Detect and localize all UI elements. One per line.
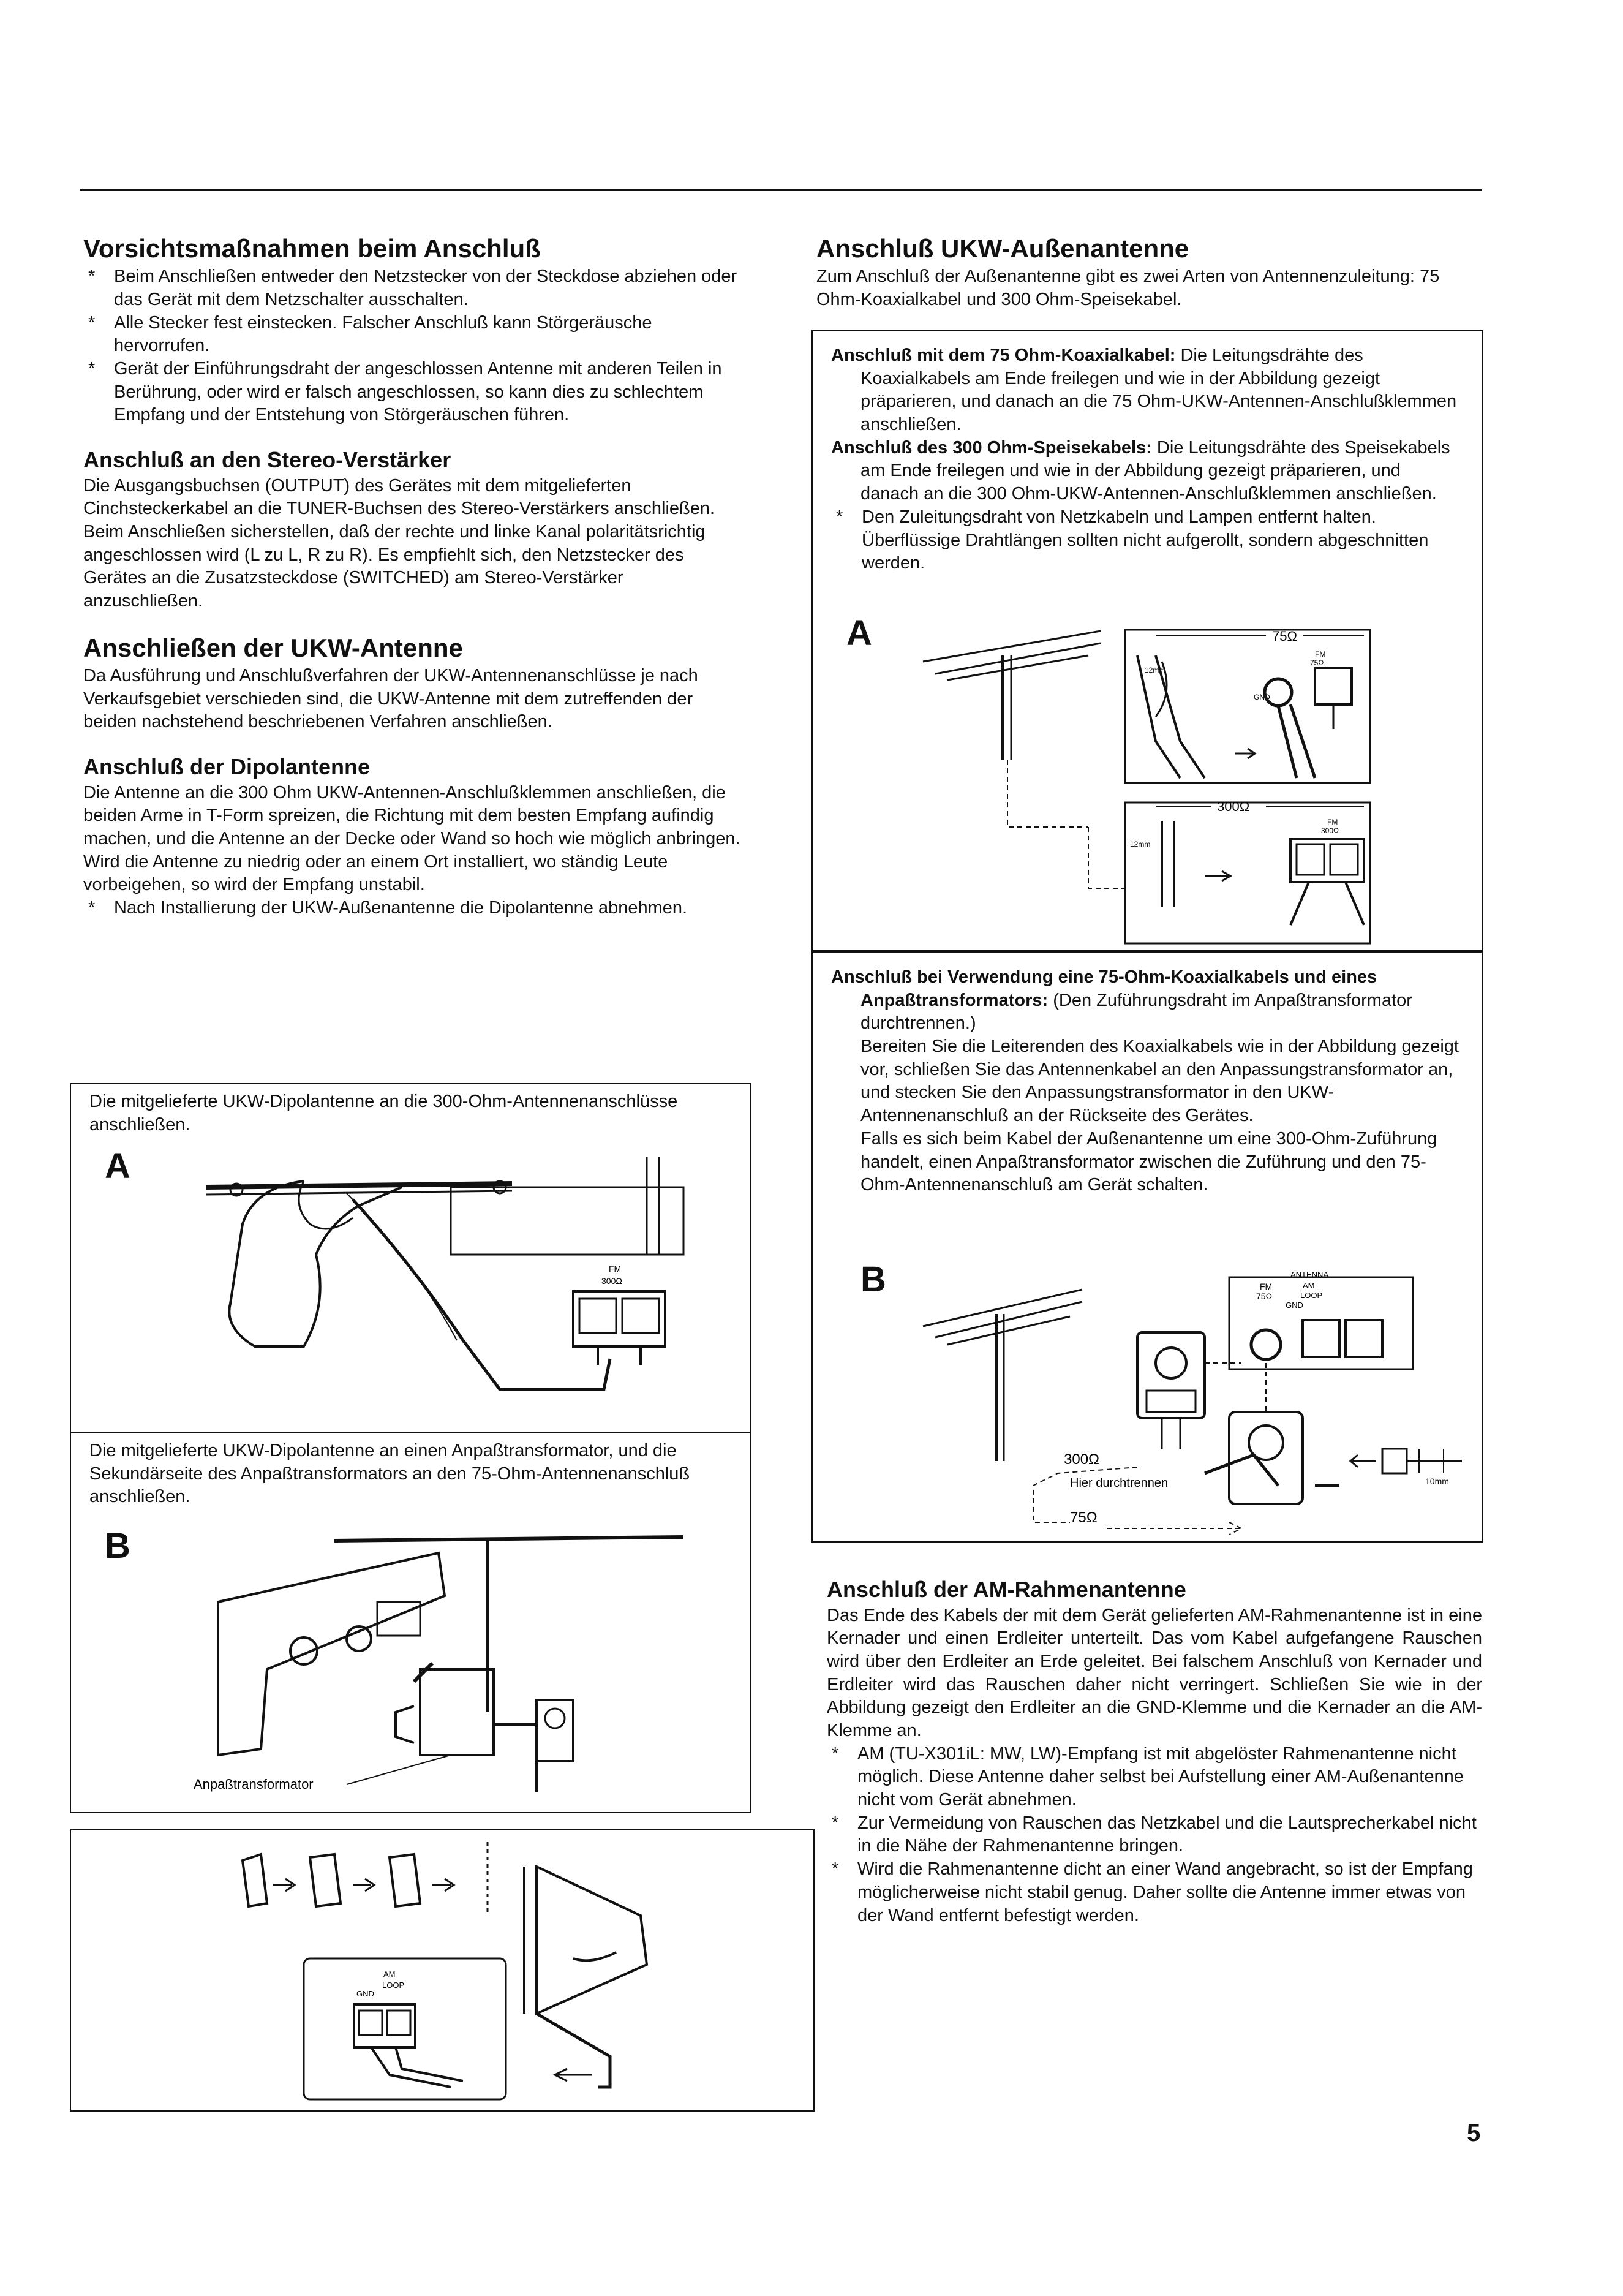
fm-label: FM	[1327, 818, 1338, 826]
box-dipole-a	[70, 1083, 751, 1433]
list-item: * Nach Installierung der UKW-Außenantenne die Dipolantenne abnehmen.	[83, 897, 745, 920]
fm300-label: 300Ω	[1321, 826, 1339, 835]
coax-heading: Anschluß mit dem 75 Ohm-Koaxialkabel:	[831, 346, 1176, 365]
loop-label: LOOP	[382, 1981, 405, 1990]
heading-outdoor-antenna: Anschluß UKW-Außenantenne	[816, 234, 1189, 263]
coax-text: Die Leitungsdrähte des Koaxialkabels am Ende freilegen und wie in der Abbildung gezeigt präparieren, und danach an die 75 Ohm-UKW-Antennen-Anschlußklemmen anschließen.	[860, 346, 1457, 435]
mm12b-label: 12mm	[1130, 840, 1151, 848]
ohm75-label: 75Ω	[1272, 629, 1297, 644]
gnd-label: GND	[356, 1989, 374, 1998]
list-item: * Gerät der Einführungsdraht der angeschlossen Antenne mit anderen Teilen in Berührung, oder wird er falsch angeschlossen, so kann dies zu schlechtem Empfang und der Entstehung von Störgeräuschen führen.	[83, 358, 745, 427]
section-dipole	[83, 755, 745, 920]
transformer-figure	[71, 1528, 750, 1810]
fm75-label: 75Ω	[1310, 659, 1324, 667]
paragraph: Die Antenne an die 300 Ohm UKW-Antennen-Anschlußklemmen anschließen, die beiden Arme in T-Form spreizen, die Richtung mit dem besten Empfang aufindig machen, und die Antenne an der Decke oder Wand so hoch wie möglich anbringen. Wird die Antenne zu niedrig oder an einem Ort installiert, wo ständig Leute vorbeigehen, so wird der Empfang unstabil.	[83, 782, 740, 895]
gnd-label: GND	[1254, 693, 1270, 701]
precautions-list	[83, 265, 745, 427]
box-outdoor-a	[812, 330, 1483, 951]
section-stereo-amplifier	[83, 448, 745, 613]
box-b-text: Die mitgelieferte UKW-Dipolantenne an einen Anpaßtransformator, und die Sekundärseite des Anpaßtransformators an den 75-Ohm-Antennenanschluß anschließen.	[89, 1441, 690, 1507]
paragraph: Beim Anschließen sicherstellen, daß der rechte und linke Kanal polaritätsrichtig angeschlossen wird (L zu L, R zu R). Es empfiehlt sich, den Netzstecker des Gerätes an die Zusatzsteckdose (SWITCHED) am Stereo-Verstärker anzuschließen.	[83, 521, 706, 611]
paragraph: Bereiten Sie die Leiterenden des Koaxialkabels wie in der Abbildung gezeigt vor, schließen Sie das Antennenkabel an den Anpassungstransformator an, und stecken Sie den Anpassungstransformator in den UKW-Antennenanschluß an der Rückseite des Gerätes.	[860, 1037, 1459, 1126]
am-loop-figure	[71, 1830, 813, 2110]
list-item: * Zur Vermeidung von Rauschen das Netzkabel und die Lautsprecherkabel nicht in die Nähe der Rahmenantenne bringen.	[827, 1812, 1482, 1858]
ohm75b-label: 75Ω	[1070, 1509, 1098, 1526]
page-number: 5	[1467, 2120, 1481, 2147]
dipole-figure	[71, 1144, 750, 1432]
figure-letter: B	[105, 1526, 130, 1566]
feeder-instructions	[831, 437, 1463, 506]
antenna-label: ANTENNA	[1290, 1270, 1329, 1279]
paragraph: Die Ausgangsbuchsen (OUTPUT) des Gerätes mit dem mitgelieferten Cinchsteckerkabel an die TUNER-Buchsen des Stereo-Verstärkers anschließen.	[83, 475, 715, 519]
transformer-note: (Den Zuführungsdraht im Anpaßtransformator durchtrennen.)	[860, 990, 1412, 1033]
box-a-text: Die mitgelieferte UKW-Dipolantenne an die 300-Ohm-Antennenanschlüsse anschließen.	[89, 1092, 678, 1135]
paragraph: Da Ausführung und Anschlußverfahren der UKW-Antennenanschlüsse je nach Verkaufsgebiet verschieden sind, die UKW-Antenne mit dem zutreffenden der beiden nachstehend beschriebenen Verfahren anschließen.	[83, 665, 698, 732]
list-item: * Den Zuleitungsdraht von Netzkabeln und Lampen entfernt halten. Überflüssige Drahtlängen sollten nicht aufgerollt, sondern abgeschnitten werden.	[831, 506, 1463, 575]
box-am-loop	[70, 1829, 815, 2112]
list-item: * Beim Anschließen entweder den Netzstecker von der Steckdose abziehen oder das Gerät mit dem Netzschalter ausschalten.	[83, 265, 745, 311]
box-dipole-b	[70, 1432, 751, 1813]
transformer-heading: Anschluß bei Verwendung eine 75-Ohm-Koaxialkabels und eines Anpaßtransformators:	[831, 967, 1377, 1010]
cut-label: Hier durchtrennen	[1070, 1476, 1169, 1490]
heading-fm-antenna: Anschließen der UKW-Antenne	[83, 633, 463, 662]
dipole-list	[83, 897, 745, 920]
heading-dipole: Anschluß der Dipolantenne	[83, 753, 371, 779]
am-list	[827, 1743, 1482, 1928]
ohm-label: 300Ω	[601, 1276, 622, 1286]
ohm75-label: 75Ω	[1256, 1291, 1273, 1301]
top-rule	[80, 189, 1482, 191]
outdoor-antenna-figure	[813, 619, 1482, 950]
mm10-label: 10mm	[1425, 1476, 1449, 1486]
gnd-label: GND	[1286, 1301, 1303, 1310]
list-item: * Wird die Rahmenantenne dicht an einer Wand angebracht, so ist der Empfang möglicherweise nicht stabil genug. Daher sollte die Antenne immer etwas von der Wand entfernt befestigt werden.	[827, 1858, 1482, 1927]
fm-label: FM	[1315, 650, 1326, 659]
fm-label: FM	[609, 1264, 622, 1274]
coax-instructions	[831, 344, 1463, 437]
ohm300-label: 300Ω	[1217, 799, 1250, 814]
coax-transformer-figure	[813, 1265, 1482, 1535]
transformer-instructions	[831, 966, 1463, 1035]
heading-stereo-amplifier: Anschluß an den Stereo-Verstärker	[83, 447, 451, 472]
feeder-heading: Anschluß des 300 Ohm-Speisekabels:	[831, 437, 1152, 458]
heading-precautions: Vorsichtsmaßnahmen beim Anschluß	[83, 234, 541, 263]
right-am-section	[827, 1577, 1482, 1927]
section-fm-antenna	[83, 634, 745, 734]
fm-label: FM	[1260, 1282, 1273, 1291]
section-precautions	[83, 235, 745, 427]
box-a-list	[831, 506, 1463, 575]
box-outdoor-b	[812, 951, 1483, 1543]
left-column	[83, 235, 745, 941]
am-label: AM	[383, 1969, 396, 1979]
loop-label: LOOP	[1300, 1291, 1323, 1300]
list-item: * AM (TU-X301iL: MW, LW)-Empfang ist mit abgelöster Rahmenantenne nicht möglich. Diese Antenne daher selbst bei Aufstellung einer AM-Außenantenne nicht vom Gerät abnehmen.	[827, 1743, 1482, 1812]
paragraph: Zum Anschluß der Außenantenne gibt es zwei Arten von Antennenzuleitung: 75 Ohm-Koaxialkabel und 300 Ohm-Speisekabel.	[816, 266, 1440, 309]
paragraph: Das Ende des Kabels der mit dem Gerät gelieferten AM-Rahmenantenne ist in eine Kernader und einen Erdleiter unterteilt. Das vom Kabel aufgefangene Rauschen wird über den Erdleiter an Erde geleitet. Bei falschem Anschluß von Kernader und Erdleiter wird das Rauschen daher nicht verringert. Schließen Sie wie in der Abbildung gezeigt den Erdleiter an die GND-Klemme und die Kernader an die AM-Klemme an.	[827, 1605, 1482, 1741]
paragraph: Falls es sich beim Kabel der Außenantenne um eine 300-Ohm-Zuführung handelt, einen Anpaßtransformator zwischen die Zuführung und den 75-Ohm-Antennenanschluß am Gerät schalten.	[860, 1128, 1437, 1195]
list-item: * Alle Stecker fest einstecken. Falscher Anschluß kann Störgeräusche hervorrufen.	[83, 312, 745, 358]
heading-am-loop: Anschluß der AM-Rahmenantenne	[827, 1577, 1186, 1602]
transformer-label: Anpaßtransformator	[194, 1777, 314, 1792]
am-label: AM	[1303, 1281, 1315, 1290]
figure-letter: A	[846, 613, 872, 653]
ohm300-label: 300Ω	[1064, 1451, 1099, 1468]
right-column	[816, 235, 1481, 312]
mm12-label: 12mm	[1145, 666, 1165, 674]
figure-letter: A	[105, 1146, 130, 1186]
figure-letter: B	[860, 1259, 886, 1299]
feeder-text: Die Leitungsdrähte des Speisekabels am Ende freilegen und wie in der Abbildung gezeigt präparieren, und danach an die 300 Ohm-UKW-Antennen-Anschlußklemmen anschließen.	[860, 437, 1450, 504]
